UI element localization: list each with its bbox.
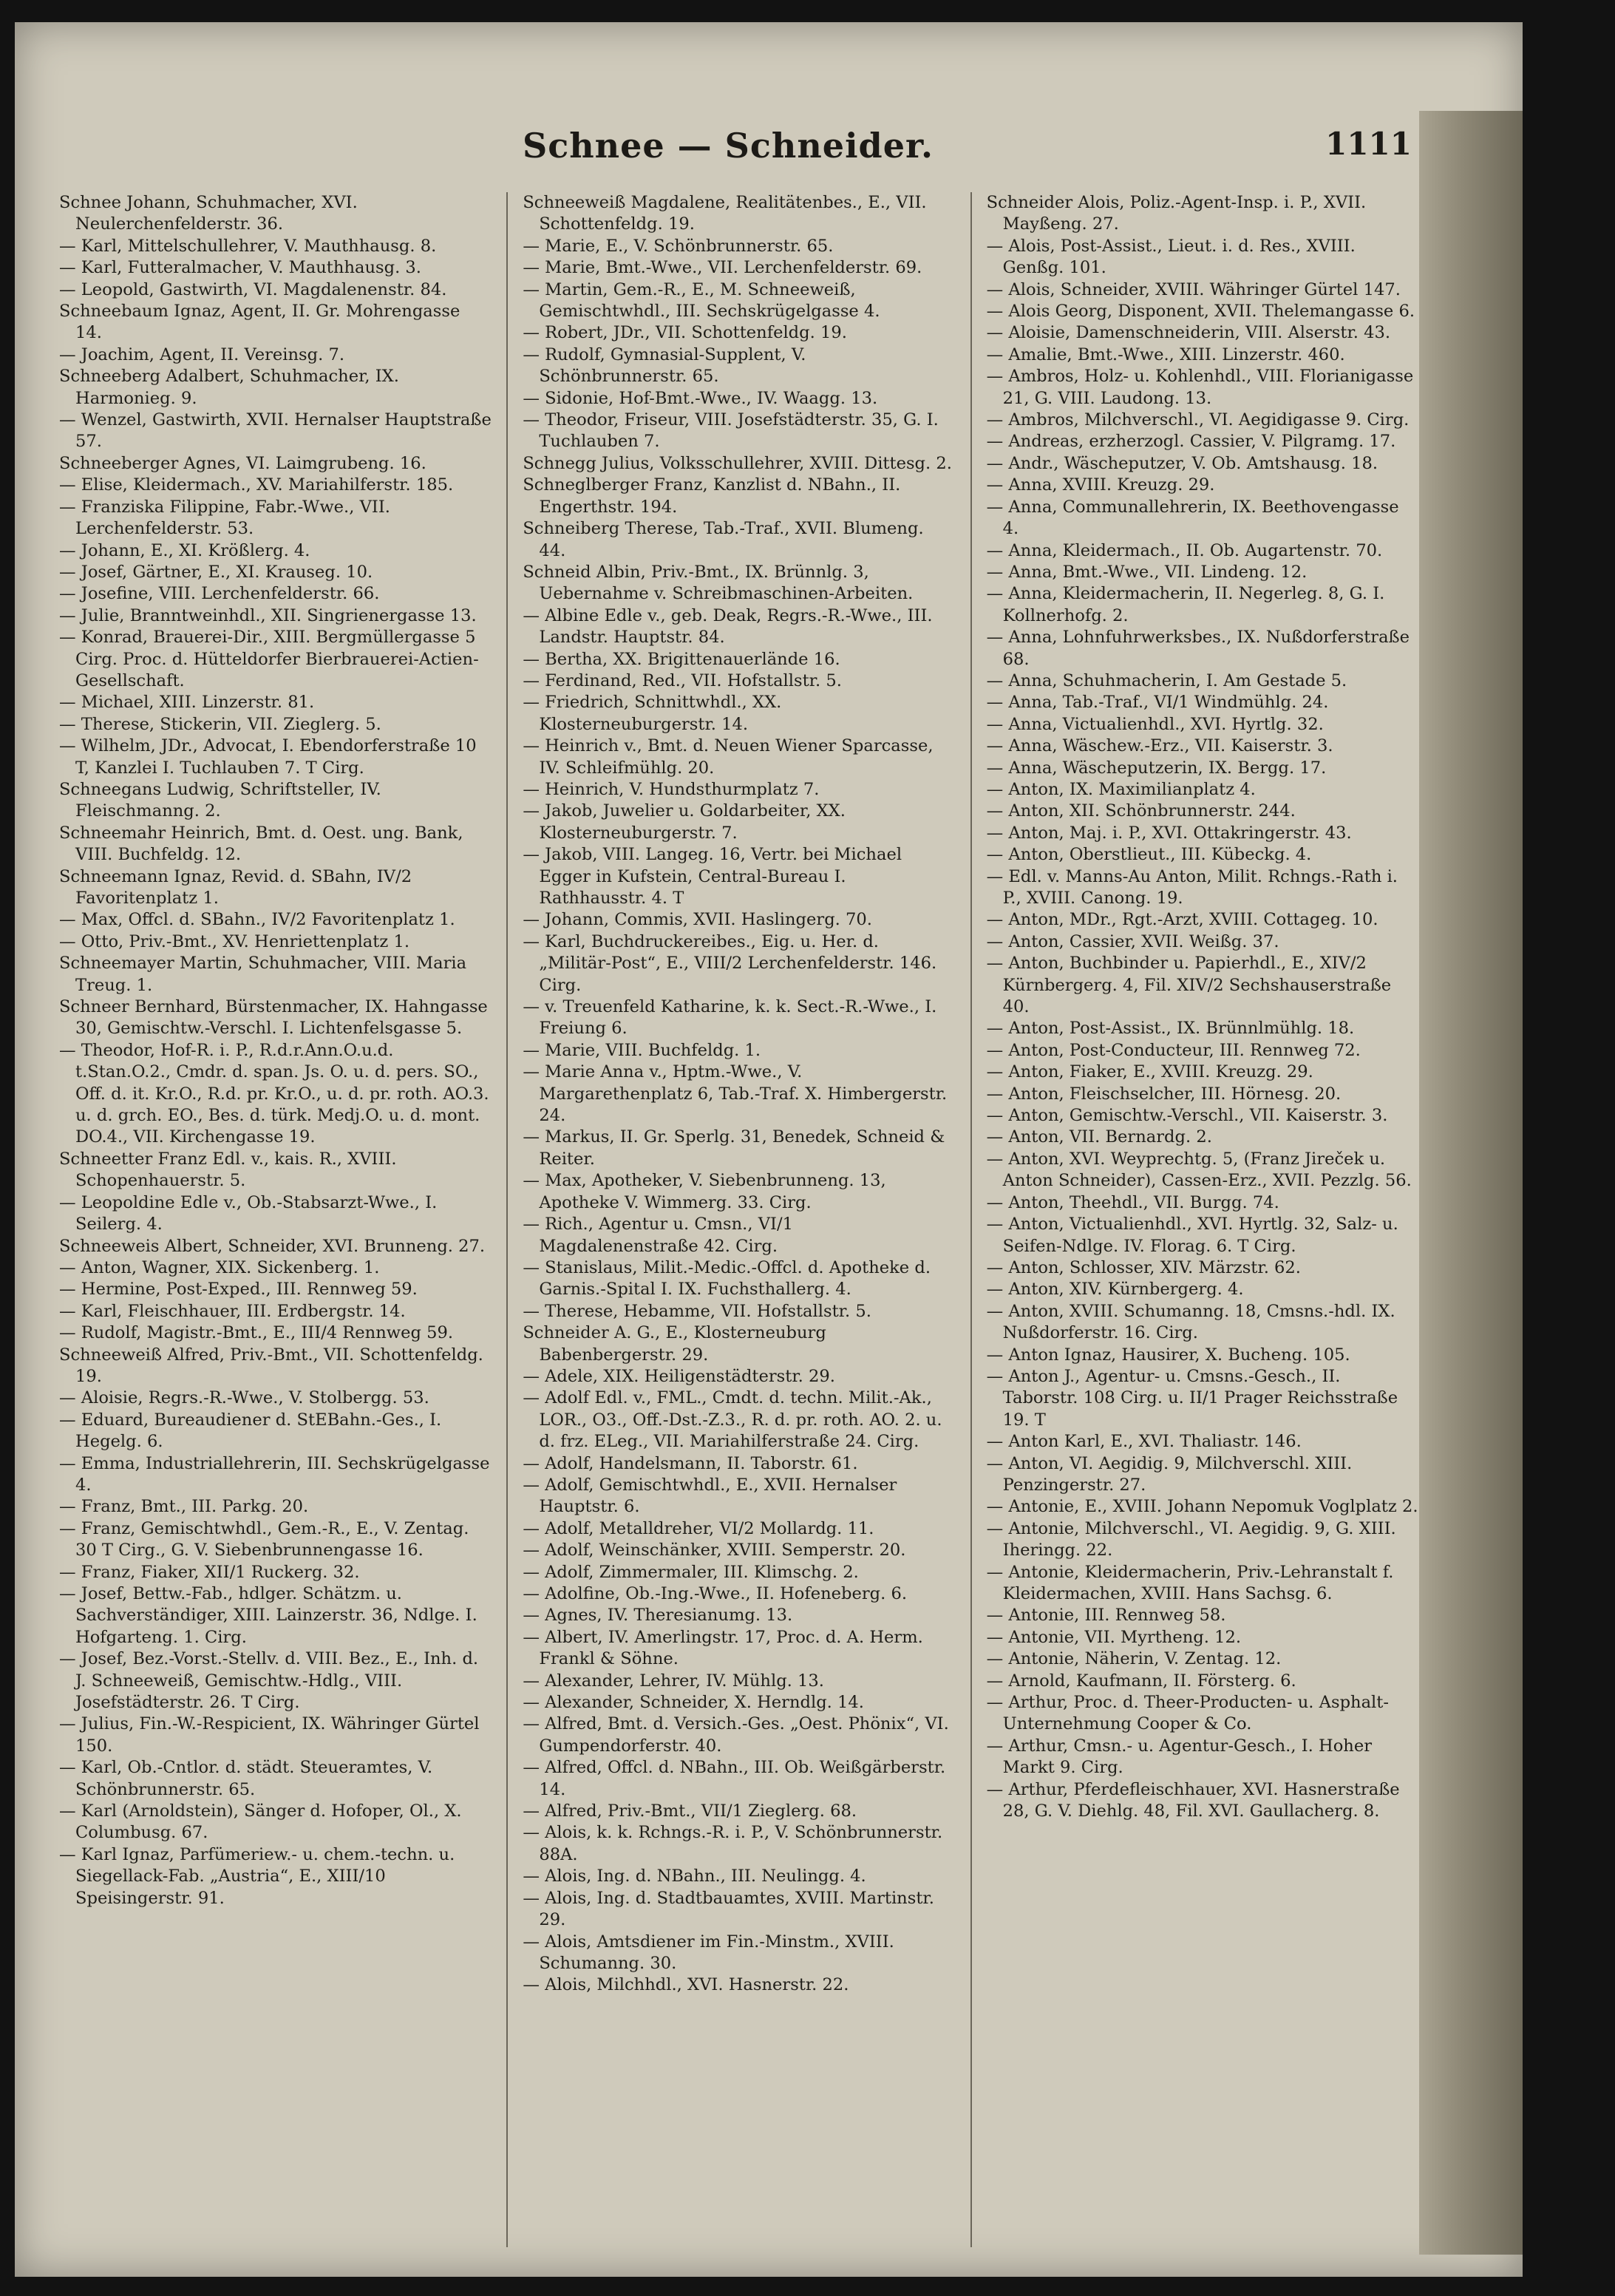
directory-entry: Schneider Alois, Poliz.-Agent-Insp. i. P., XVII. Mayßeng. 27. xyxy=(986,193,1367,234)
directory-entry: Schnegg Julius, Volksschullehrer, XVIII. Dittesg. 2. xyxy=(523,453,952,473)
directory-entry: — v. Treuenfeld Katharine, k. k. Sect.-R.-Wwe., I. Freiung 6. xyxy=(523,997,937,1039)
directory-entry: — Franziska Filippine, Fabr.-Wwe., VII. Lerchenfelderstr. 53. xyxy=(59,497,390,539)
directory-entry: — Arthur, Proc. d. Theer-Producten- u. Asphalt-Unternehmung Cooper & Co. xyxy=(986,1693,1390,1734)
directory-entry: — Antonie, Näherin, V. Zentag. 12. xyxy=(986,1649,1282,1669)
directory-entry: — Josefine, VIII. Lerchenfelderstr. 66. xyxy=(59,584,380,604)
directory-entry: — Martin, Gem.-R., E., M. Schneeweiß, Gemischtwhdl., III. Sechskrügelgasse 4. xyxy=(523,279,880,322)
directory-entry: — Alfred, Bmt. d. Versich.-Ges. „Oest. Phönix“, VI. Gumpendorferstr. 40. xyxy=(523,1714,949,1756)
directory-entry: — Friedrich, Schnittwhdl., XX. Klosterneuburgerstr. 14. xyxy=(523,693,782,734)
directory-entry: — Anton, IX. Maximilianplatz 4. xyxy=(986,779,1256,799)
directory-entry: — Anna, Communallehrerin, IX. Beethovengasse 4. xyxy=(986,497,1399,539)
directory-entry: — Ferdinand, Red., VII. Hofstallstr. 5. xyxy=(523,670,842,690)
directory-entry: — Anna, Lohnfuhrwerksbes., IX. Nußdorferstraße 68. xyxy=(986,628,1410,669)
directory-entry: — Alexander, Schneider, X. Herndlg. 14. xyxy=(523,1693,864,1713)
directory-entry: — Karl, Ob.-Cntlor. d. städt. Steueramtes, V. Schönbrunnerstr. 65. xyxy=(59,1758,433,1799)
directory-entry: — Marie, VIII. Buchfeldg. 1. xyxy=(523,1040,761,1060)
directory-entry: Schneider A. G., E., Klosterneuburg Babenbergerstr. 29. xyxy=(523,1323,826,1365)
directory-entry: — Theodor, Friseur, VIII. Josefstädterstr. 35, G. I. Tuchlauben 7. xyxy=(523,410,939,452)
directory-entry: Schneer Bernhard, Bürstenmacher, IX. Hahngasse 30, Gemischtw.-Verschl. I. Lichtenfelsgasse 5. xyxy=(59,997,488,1039)
directory-entry: — Alois, Ing. d. Stadtbauamtes, XVIII. Martinstr. 29. xyxy=(523,1888,934,1930)
directory-entry: — Adolf, Zimmermaler, III. Klimschg. 2. xyxy=(523,1562,859,1582)
directory-entry: — Adolf, Weinschänker, XVIII. Semperstr. 20. xyxy=(523,1541,906,1560)
directory-entry: — Antonie, Kleidermacherin, Priv.-Lehranstalt f. Kleidermachen, XVIII. Hans Sachsg. 6. xyxy=(986,1562,1394,1603)
directory-entry: Schneemann Ignaz, Revid. d. SBahn, IV/2 Favoritenplatz 1. xyxy=(59,866,412,908)
directory-entry: — Adele, XIX. Heiligenstädterstr. 29. xyxy=(523,1366,835,1386)
directory-entry: — Anna, Bmt.-Wwe., VII. Lindeng. 12. xyxy=(986,562,1308,582)
directory-entry: — Alfred, Priv.-Bmt., VII/1 Zieglerg. 68. xyxy=(523,1801,857,1821)
directory-entry: — Julie, Branntweinhdl., XII. Singrienergasse 13. xyxy=(59,605,477,625)
directory-entry: — Alois Georg, Disponent, XVII. Thelemangasse 6. xyxy=(986,302,1415,322)
directory-columns xyxy=(59,192,1419,2247)
directory-entry: — Antonie, III. Rennweg 58. xyxy=(986,1606,1226,1626)
directory-entry: — Anton, Victualienhdl., XVI. Hyrtlg. 32, Salz- u. Seifen-Ndlge. IV. Florag. 6. T Cirg. xyxy=(986,1215,1398,1256)
directory-entry: — Karl, Mittelschullehrer, V. Mauthhausg. 8. xyxy=(59,236,437,256)
column-middle xyxy=(523,192,955,2247)
directory-entry: — Jakob, Juwelier u. Goldarbeiter, XX. Klosterneuburgerstr. 7. xyxy=(523,801,846,843)
directory-entry: — Anton, Cassier, XVII. Weißg. 37. xyxy=(986,931,1279,951)
directory-entry: — Anton, XII. Schönbrunnerstr. 244. xyxy=(986,801,1296,821)
directory-entry: — Anton J., Agentur- u. Cmsns.-Gesch., II. Taborstr. 108 Cirg. u. II/1 Prager Reichsstraße 19. T xyxy=(986,1366,1398,1430)
directory-entry: — Karl, Futteralmacher, V. Mauthhausg. 3. xyxy=(59,258,421,278)
directory-entry: — Joachim, Agent, II. Vereinsg. 7. xyxy=(59,344,345,364)
directory-entry: — Anton, Schlosser, XIV. Märzstr. 62. xyxy=(986,1257,1301,1277)
directory-entry: — Therese, Hebamme, VII. Hofstallstr. 5. xyxy=(523,1301,871,1321)
directory-entry: — Karl, Buchdruckereibes., Eig. u. Her. d. „Militär-Post“, E., VIII/2 Lerchenfelderstr. 146. Cirg. xyxy=(523,931,937,995)
directory-entry: — Andr., Wäscheputzer, V. Ob. Amtshausg. 18. xyxy=(986,453,1378,473)
directory-entry: — Arnold, Kaufmann, II. Försterg. 6. xyxy=(986,1671,1296,1691)
directory-entry: — Franz, Fiaker, XII/1 Ruckerg. 32. xyxy=(59,1562,360,1582)
directory-entry: — Hermine, Post-Exped., III. Rennweg 59. xyxy=(59,1280,418,1300)
directory-entry: — Anton, Wagner, XIX. Sickenberg. 1. xyxy=(59,1257,380,1277)
directory-entry: — Anton, Post-Conducteur, III. Rennweg 72. xyxy=(986,1040,1361,1060)
directory-entry: — Johann, Commis, XVII. Haslingerg. 70. xyxy=(523,910,872,930)
directory-entry: — Alois, Milchhdl., XVI. Hasnerstr. 22. xyxy=(523,1975,849,1995)
column-divider xyxy=(970,192,972,2247)
directory-entry: — Karl (Arnoldstein), Sänger d. Hofoper, Ol., X. Columbusg. 67. xyxy=(59,1801,462,1843)
directory-entry: — Marie Anna v., Hptm.-Wwe., V. Margarethenplatz 6, Tab.-Traf. X. Himbergerstr. 24. xyxy=(523,1062,948,1126)
directory-entry: Schneebaum Ignaz, Agent, II. Gr. Mohrengasse 14. xyxy=(59,302,460,343)
page-header xyxy=(44,126,1412,185)
directory-entry: — Anna, Kleidermach., II. Ob. Augartenstr. 70. xyxy=(986,540,1383,560)
directory-entry: — Marie, E., V. Schönbrunnerstr. 65. xyxy=(523,236,834,256)
directory-entry: Schneeweiß Magdalene, Realitätenbes., E., VII. Schottenfeldg. 19. xyxy=(523,193,927,234)
directory-entry: — Josef, Bez.-Vorst.-Stellv. d. VIII. Bez., E., Inh. d. J. Schneeweiß, Gemischtw.-Hdlg., VIII. Josefstädterstr. 26. T Cirg. xyxy=(59,1649,479,1713)
directory-entry: — Anna, XVIII. Kreuzg. 29. xyxy=(986,475,1215,495)
directory-entry: — Alois, Ing. d. NBahn., III. Neulingg. 4. xyxy=(523,1867,866,1886)
directory-entry: — Aloisie, Regrs.-R.-Wwe., V. Stolbergg. 53. xyxy=(59,1388,429,1408)
directory-entry: — Andreas, erzherzogl. Cassier, V. Pilgramg. 17. xyxy=(986,432,1396,452)
directory-entry: — Adolfine, Ob.-Ing.-Wwe., II. Hofeneberg. 6. xyxy=(523,1584,908,1603)
directory-entry: — Karl Ignaz, Parfümeriew.- u. chem.-techn. u. Siegellack-Fab. „Austria“, E., XIII/10 Speisingerstr. 91. xyxy=(59,1844,455,1908)
directory-entry: — Johann, E., XI. Krößlerg. 4. xyxy=(59,540,310,560)
directory-entry: — Bertha, XX. Brigittenauerlände 16. xyxy=(523,649,840,669)
page-edge xyxy=(1419,111,1523,2255)
directory-entry: — Heinrich v., Bmt. d. Neuen Wiener Sparcasse, IV. Schleifmühlg. 20. xyxy=(523,736,934,778)
directory-entry: — Marie, Bmt.-Wwe., VII. Lerchenfelderstr. 69. xyxy=(523,258,922,278)
directory-entry: — Adolf Edl. v., FML., Cmdt. d. techn. Milit.-Ak., LOR., O3., Off.-Dst.-Z.3., R. d. pr. roth. AO. 2. u. d. frz. ELeg., VII. Mariahilferstraße 24. Cirg. xyxy=(523,1388,942,1452)
directory-entry: — Ambros, Milchverschl., VI. Aegidigasse 9. Cirg. xyxy=(986,410,1410,430)
directory-entry: — Leopold, Gastwirth, VI. Magdalenenstr. 84. xyxy=(59,279,447,299)
directory-entry: — Emma, Industriallehrerin, III. Sechskrügelgasse 4. xyxy=(59,1453,490,1495)
directory-entry: Schneiberg Therese, Tab.-Traf., XVII. Blumeng. 44. xyxy=(523,519,924,560)
column-right xyxy=(987,192,1419,2247)
directory-entry: — Anton, Maj. i. P., XVI. Ottakringerstr. 43. xyxy=(986,823,1352,843)
directory-entry: — Leopoldine Edle v., Ob.-Stabsarzt-Wwe., I. Seilerg. 4. xyxy=(59,1192,438,1234)
directory-entry: — Elise, Kleidermach., XV. Mariahilferstr. 185. xyxy=(59,475,454,495)
directory-entry: — Wilhelm, JDr., Advocat, I. Ebendorferstraße 10 T, Kanzlei I. Tuchlauben 7. T Cirg. xyxy=(59,736,477,778)
directory-entry: — Anna, Kleidermacherin, II. Negerleg. 8, G. I. Kollnerhofg. 2. xyxy=(986,584,1385,625)
directory-entry: — Max, Offcl. d. SBahn., IV/2 Favoritenplatz 1. xyxy=(59,910,455,930)
directory-entry: — Anna, Tab.-Traf., VI/1 Windmühlg. 24. xyxy=(986,693,1329,713)
directory-page xyxy=(15,22,1523,2277)
directory-entry: — Anton, Post-Assist., IX. Brünnlmühlg. 18. xyxy=(986,1019,1355,1039)
directory-entry: — Wenzel, Gastwirth, XVII. Hernalser Hauptstraße 57. xyxy=(59,410,492,452)
directory-entry: — Antonie, VII. Myrtheng. 12. xyxy=(986,1627,1242,1647)
directory-entry: — Konrad, Brauerei-Dir., XIII. Bergmüllergasse 5 Cirg. Proc. d. Hütteldorfer Bierbrauerei-Actien-Gesellschaft. xyxy=(59,628,479,690)
directory-entry: — Aloisie, Damenschneiderin, VIII. Alserstr. 43. xyxy=(986,323,1391,343)
directory-entry: — Anton, XVIII. Schumanng. 18, Cmsns.-hdl. IX. Nußdorferstr. 16. Cirg. xyxy=(986,1301,1395,1343)
directory-entry: — Julius, Fin.-W.-Respicient, IX. Währinger Gürtel 150. xyxy=(59,1714,480,1756)
running-head: Schnee — Schneider. xyxy=(523,126,934,166)
directory-entry: — Alois, k. k. Rchngs.-R. i. P., V. Schönbrunnerstr. 88A. xyxy=(523,1823,943,1864)
directory-entry: — Michael, XIII. Linzerstr. 81. xyxy=(59,693,315,713)
directory-entry: — Theodor, Hof-R. i. P., R.d.r.Ann.O.u.d. t.Stan.O.2., Cmdr. d. span. Js. O. u. d. pers. SO., Off. d. it. Kr.O., R.d. pr. Kr.O., u. d. pr. roth. AO.3. u. d. grch. EO., Bes. d. türk. Medj.O. u. d. mont. DO.4., VII. Kirchengasse 19. xyxy=(59,1040,489,1147)
directory-entry: Schneid Albin, Priv.-Bmt., IX. Brünnlg. 3, Uebernahme v. Schreibmaschinen-Arbeiten. xyxy=(523,562,914,604)
directory-entry: Schneeweiß Alfred, Priv.-Bmt., VII. Schottenfeldg. 19. xyxy=(59,1345,483,1386)
directory-entry: — Rudolf, Magistr.-Bmt., E., III/4 Rennweg 59. xyxy=(59,1323,454,1343)
directory-entry: — Heinrich, V. Hundsthurmplatz 7. xyxy=(523,779,820,799)
directory-entry: — Anton, Fiaker, E., XVIII. Kreuzg. 29. xyxy=(986,1062,1313,1082)
directory-entry: — Otto, Priv.-Bmt., XV. Henriettenplatz 1. xyxy=(59,931,410,951)
directory-entry: — Stanislaus, Milit.-Medic.-Offcl. d. Apotheke d. Garnis.-Spital I. IX. Fuchsthallerg. 4. xyxy=(523,1257,931,1300)
directory-entry: Schneemayer Martin, Schuhmacher, VIII. Maria Treug. 1. xyxy=(59,954,467,995)
directory-entry: Schneetter Franz Edl. v., kais. R., XVIII. Schopenhauerstr. 5. xyxy=(59,1149,397,1191)
page-number: 1111 xyxy=(1325,126,1412,162)
directory-entry: — Markus, II. Gr. Sperlg. 31, Benedek, Schneid & Reiter. xyxy=(523,1127,945,1169)
directory-entry: — Anna, Wäscheputzerin, IX. Bergg. 17. xyxy=(986,758,1327,778)
directory-entry: — Anton Karl, E., XVI. Thaliastr. 146. xyxy=(986,1432,1302,1452)
directory-entry: — Albert, IV. Amerlingstr. 17, Proc. d. A. Herm. Frankl & Söhne. xyxy=(523,1627,923,1669)
directory-entry: — Alexander, Lehrer, IV. Mühlg. 13. xyxy=(523,1671,824,1691)
directory-entry: — Anton Ignaz, Hausirer, X. Bucheng. 105. xyxy=(986,1345,1350,1365)
directory-entry: — Antonie, Milchverschl., VI. Aegidig. 9, G. XIII. Iheringg. 22. xyxy=(986,1518,1396,1560)
directory-entry: — Jakob, VIII. Langeg. 16, Vertr. bei Michael Egger in Kufstein, Central-Bureau I. Rathhausstr. 4. T xyxy=(523,845,902,908)
directory-entry: Schneeberger Agnes, VI. Laimgrubeng. 16. xyxy=(59,453,426,473)
directory-entry: — Franz, Bmt., III. Parkg. 20. xyxy=(59,1497,309,1517)
directory-entry: Schneegans Ludwig, Schriftsteller, IV. Fleischmanng. 2. xyxy=(59,779,381,821)
directory-entry: — Anna, Wäschew.-Erz., VII. Kaiserstr. 3. xyxy=(986,736,1333,756)
directory-entry: — Anton, Fleischselcher, III. Hörnesg. 20. xyxy=(986,1084,1342,1104)
directory-entry: — Anton, VI. Aegidig. 9, Milchverschl. XIII. Penzingerstr. 27. xyxy=(986,1453,1353,1495)
directory-entry: — Anton, Gemischtw.-Verschl., VII. Kaiserstr. 3. xyxy=(986,1106,1388,1126)
directory-entry: Schnee Johann, Schuhmacher, XVI. Neulerchenfelderstr. 36. xyxy=(59,193,358,234)
column-divider xyxy=(506,192,508,2247)
directory-entry: — Adolf, Metalldreher, VI/2 Mollardg. 11. xyxy=(523,1518,874,1538)
directory-entry: — Anton, Theehdl., VII. Burgg. 74. xyxy=(986,1192,1279,1212)
directory-entry: — Alois, Schneider, XVIII. Währinger Gürtel 147. xyxy=(986,279,1401,299)
directory-entry: — Alois, Amtsdiener im Fin.-Minstm., XVIII. Schumanng. 30. xyxy=(523,1932,894,1973)
directory-entry: — Edl. v. Manns-Au Anton, Milit. Rchngs.-Rath i. P., XVIII. Canong. 19. xyxy=(986,866,1398,908)
directory-entry: — Arthur, Cmsn.- u. Agentur-Gesch., I. Hoher Markt 9. Cirg. xyxy=(986,1736,1373,1778)
directory-entry: Schneeberg Adalbert, Schuhmacher, IX. Harmonieg. 9. xyxy=(59,367,399,408)
directory-entry: — Sidonie, Hof-Bmt.-Wwe., IV. Waagg. 13. xyxy=(523,388,878,408)
directory-entry: — Therese, Stickerin, VII. Zieglerg. 5. xyxy=(59,714,381,734)
directory-entry: — Anton, MDr., Rgt.-Arzt, XVIII. Cottageg. 10. xyxy=(986,910,1378,930)
directory-entry: — Eduard, Bureaudiener d. StEBahn.-Ges., I. Hegelg. 6. xyxy=(59,1410,442,1452)
directory-entry: — Ambros, Holz- u. Kohlenhdl., VIII. Florianigasse 21, G. VIII. Laudong. 13. xyxy=(986,367,1414,408)
directory-entry: — Adolf, Gemischtwhdl., E., XVII. Hernalser Hauptstr. 6. xyxy=(523,1475,897,1517)
directory-entry: — Josef, Bettw.-Fab., hdlger. Schätzm. u. Sachverständiger, XIII. Lainzerstr. 36, Ndlge. I. Hofgarteng. 1. Cirg. xyxy=(59,1584,477,1647)
directory-entry: — Albine Edle v., geb. Deak, Regrs.-R.-Wwe., III. Landstr. Hauptstr. 84. xyxy=(523,605,933,648)
directory-entry: — Anton, Oberstlieut., III. Kübeckg. 4. xyxy=(986,845,1312,865)
directory-entry: — Anton, VII. Bernardg. 2. xyxy=(986,1127,1212,1147)
directory-entry: — Antonie, E., XVIII. Johann Nepomuk Voglplatz 2. xyxy=(986,1497,1418,1517)
directory-entry: — Anton, Buchbinder u. Papierhdl., E., XIV/2 Kürnbergerg. 4, Fil. XIV/2 Sechshauserstraße 40. xyxy=(986,954,1392,1017)
directory-entry: — Agnes, IV. Theresianumg. 13. xyxy=(523,1606,793,1626)
directory-entry: Schneeweis Albert, Schneider, XVI. Brunneng. 27. xyxy=(59,1236,486,1256)
directory-entry: Schneglberger Franz, Kanzlist d. NBahn., II. Engerthstr. 194. xyxy=(523,475,901,517)
directory-entry: — Alois, Post-Assist., Lieut. i. d. Res., XVIII. Genßg. 101. xyxy=(986,236,1356,278)
directory-entry: — Arthur, Pferdefleischhauer, XVI. Hasnerstraße 28, G. V. Diehlg. 48, Fil. XVI. Gaullacherg. 8. xyxy=(986,1779,1400,1821)
directory-entry: — Anton, XIV. Kürnbergerg. 4. xyxy=(986,1280,1244,1300)
directory-entry: Schneemahr Heinrich, Bmt. d. Oest. ung. Bank, VIII. Buchfeldg. 12. xyxy=(59,823,463,865)
directory-entry: — Anna, Victualienhdl., XVI. Hyrtlg. 32. xyxy=(986,714,1324,734)
directory-entry: — Anton, XVI. Weyprechtg. 5, (Franz Jireček u. Anton Schneider), Cassen-Erz., XVII. Pezzlg. 56. xyxy=(986,1149,1412,1191)
directory-entry: — Franz, Gemischtwhdl., Gem.-R., E., V. Zentag. 30 T Cirg., G. V. Siebenbrunnengasse 16. xyxy=(59,1518,469,1560)
directory-entry: — Rich., Agentur u. Cmsn., VI/1 Magdalenenstraße 42. Cirg. xyxy=(523,1215,793,1256)
directory-entry: — Alfred, Offcl. d. NBahn., III. Ob. Weißgärberstr. 14. xyxy=(523,1758,946,1799)
directory-entry: — Anna, Schuhmacherin, I. Am Gestade 5. xyxy=(986,670,1347,690)
directory-entry: — Josef, Gärtner, E., XI. Krauseg. 10. xyxy=(59,562,373,582)
directory-entry: — Rudolf, Gymnasial-Supplent, V. Schönbrunnerstr. 65. xyxy=(523,344,806,387)
directory-entry: — Adolf, Handelsmann, II. Taborstr. 61. xyxy=(523,1453,858,1473)
directory-entry: — Amalie, Bmt.-Wwe., XIII. Linzerstr. 460. xyxy=(986,344,1345,364)
directory-entry: — Max, Apotheker, V. Siebenbrunneng. 13, Apotheke V. Wimmerg. 33. Cirg. xyxy=(523,1171,886,1212)
directory-entry: — Karl, Fleischhauer, III. Erdbergstr. 14. xyxy=(59,1301,406,1321)
column-left xyxy=(59,192,492,2247)
directory-entry: — Robert, JDr., VII. Schottenfeldg. 19. xyxy=(523,323,847,343)
